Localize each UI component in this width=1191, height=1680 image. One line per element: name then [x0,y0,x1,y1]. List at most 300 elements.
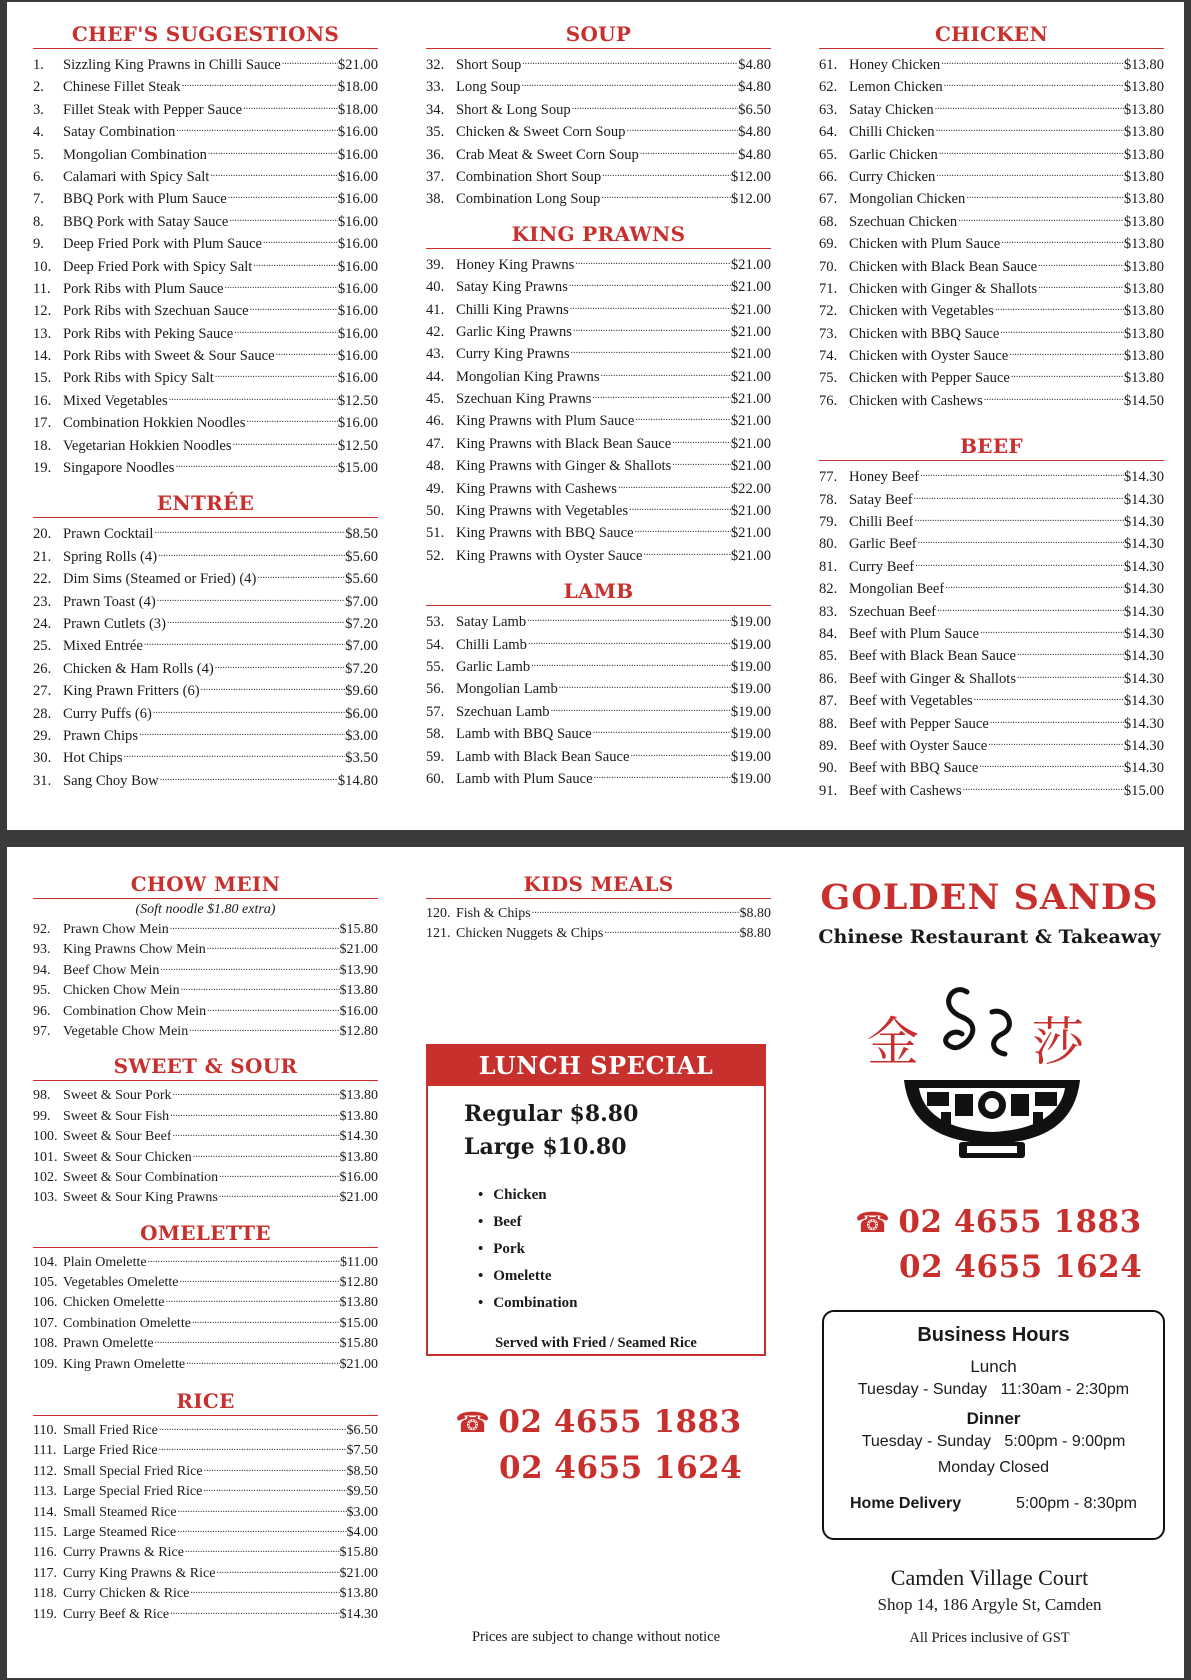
item-name: Combination Chow Mein [63,1003,207,1019]
item-price: $12.80 [339,1275,378,1291]
item-number: 21. [33,548,52,565]
dinner-time: 5:00pm - 9:00pm [1004,1433,1126,1450]
menu-item [819,735,1164,757]
menu-item [33,613,378,635]
item-price: $6.50 [738,101,771,118]
menu-item [33,233,378,255]
leader-dots [593,768,731,790]
leader-dots [671,433,731,455]
lunch-option: • Combination [478,1290,764,1317]
item-name: Szechuan Beef [849,603,937,620]
column-left-bottom [33,872,378,1637]
item-number: 90. [819,760,838,777]
leader-dots [184,1543,340,1563]
menu-item [426,723,771,745]
menu-item [33,345,378,367]
item-number: 20. [33,526,52,543]
column-right-top [819,22,1164,814]
section-title: CHEF'S SUGGESTIONS [33,22,378,49]
item-name: Prawn Omelette [63,1336,154,1352]
item-price: $13.80 [339,1295,378,1311]
item-name: Sang Choy Bow [63,772,159,789]
item-name: Beef with Plum Sauce [849,625,980,642]
item-name: King Prawns with Oyster Sauce [456,547,643,564]
dinner-hours-label: Dinner [966,1409,1021,1428]
leader-dots [639,144,738,166]
menu-item [33,1462,378,1482]
leader-dots [156,591,345,613]
item-price: $8.50 [345,526,378,543]
section-soup [426,22,771,211]
item-number: 28. [33,705,52,722]
lunch-option: • Chicken [478,1182,764,1209]
item-name: Combination Hokkien Noodles [63,415,246,432]
item-price: $14.30 [1123,581,1164,598]
item-number: 16. [33,392,52,409]
item-number: 84. [819,625,838,642]
item-name: Beef with Vegetables [849,693,973,710]
chinese-char-right: 莎 [1032,1013,1085,1073]
leader-dots [168,390,338,412]
leader-dots [934,99,1124,121]
item-name: Plain Omelette [63,1254,147,1270]
address-line-2: Shop 14, 186 Argyle St, Camden [877,1595,1102,1614]
leader-dots [917,533,1124,555]
menu-item [819,323,1164,345]
section-title: ENTRÉE [33,491,378,518]
menu-item [33,1188,378,1208]
item-name: Beef with BBQ Sauce [849,760,979,777]
item-price: $14.30 [339,1606,378,1622]
leader-dots [214,658,345,680]
item-number: 75. [819,370,838,387]
leader-dots [218,1188,340,1208]
item-number: 65. [819,146,838,163]
item-number: 69. [819,236,838,253]
phone-number-2-middle[interactable] [499,1450,742,1486]
item-price: $9.60 [345,683,378,700]
menu-item [426,99,771,121]
item-name: Mongolian King Prawns [456,368,600,385]
item-price: $14.30 [1123,670,1164,687]
leader-dots [206,1002,339,1022]
menu-item [426,188,771,210]
item-name: King Prawns Chow Mein [63,942,206,958]
menu-item [819,76,1164,98]
item-name: Deep Fried Pork with Plum Sauce [63,236,263,253]
item-price: $13.80 [1123,236,1164,253]
leader-dots [591,388,730,410]
item-price: $21.00 [730,547,771,564]
menu-item [33,99,378,121]
leader-dots [979,623,1124,645]
item-name: Curry King Prawns [456,346,570,363]
leader-dots [262,233,338,255]
leader-dots [962,780,1124,802]
item-name: Beef with Cashews [849,782,962,799]
menu-item [426,924,771,944]
item-name: Crab Meat & Sweet Corn Soup [456,146,639,163]
item-name: Lemon Chicken [849,79,943,96]
item-price: $16.00 [337,191,378,208]
leader-dots [1008,345,1124,367]
item-price: $16.00 [339,1169,378,1185]
leader-dots [558,678,731,700]
menu-item [819,623,1164,645]
item-number: 86. [819,670,838,687]
item-price: $18.00 [337,79,378,96]
item-number: 120. [426,906,451,921]
item-number: 50. [426,503,445,520]
item-name: Chilli Beef [849,514,914,531]
leader-dots [521,54,738,76]
item-number: 94. [33,962,51,978]
leader-dots [233,323,338,345]
item-price: $14.30 [1123,603,1164,620]
section-title: CHICKEN [819,22,1164,49]
item-price: $12.80 [339,1023,378,1039]
item-name: Satay Combination [63,124,176,141]
item-number: 63. [819,101,838,118]
phone-text: 02 4655 1624 [899,1249,1143,1285]
leader-dots [169,1107,339,1127]
menu-item [819,188,1164,210]
leader-dots [245,412,337,434]
leader-dots [209,166,338,188]
leader-dots [228,211,337,233]
item-price: $14.30 [1123,536,1164,553]
item-name: Sweet & Sour Combination [63,1169,219,1185]
item-price: $7.20 [345,615,378,632]
item-name: Curry Puffs (6) [63,705,152,722]
item-price: $21.00 [339,1190,378,1206]
item-number: 55. [426,658,445,675]
item-number: 56. [426,681,445,698]
menu-item [426,634,771,656]
menu-item [33,390,378,412]
item-price: $16.00 [337,325,378,342]
item-name: King Prawns with Ginger & Shallots [456,458,672,475]
menu-item [819,367,1164,389]
item-price: $13.80 [339,1586,378,1602]
item-price: $4.00 [346,1524,378,1540]
menu-item [33,256,378,278]
item-name: Curry Prawns & Rice [63,1545,184,1561]
leader-dots [177,1503,347,1523]
menu-item [426,299,771,321]
item-price: $13.80 [1123,258,1164,275]
item-name: Small Special Fried Rice [63,1463,203,1479]
item-price: $7.50 [346,1443,378,1459]
phone-number-1-right[interactable] [855,1204,1142,1240]
leader-dots [944,578,1124,600]
menu-item [33,1168,378,1188]
item-name: Curry Beef & Rice [63,1606,170,1622]
item-price: $14.30 [1123,469,1164,486]
item-number: 41. [426,301,445,318]
leader-dots [164,1293,339,1313]
item-name: Mongolian Combination [63,146,207,163]
item-price: $15.00 [337,460,378,477]
item-price: $14.50 [1123,392,1164,409]
menu-item [819,511,1164,533]
lunch-special-title: LUNCH SPECIAL [428,1046,764,1086]
menu-item [33,1107,378,1127]
item-price: $19.00 [730,726,771,743]
section-title: LAMB [426,579,771,606]
lunch-days: Tuesday - Sunday [857,1381,988,1398]
item-price: $19.00 [730,748,771,765]
leader-dots [592,723,731,745]
menu-item [819,144,1164,166]
item-number: 112. [33,1463,57,1479]
telephone-icon: ☎ [455,1406,491,1439]
item-number: 109. [33,1356,58,1372]
item-number: 88. [819,715,838,732]
item-name: Curry King Prawns & Rice [63,1565,216,1581]
item-price: $13.80 [1123,101,1164,118]
item-price: $21.00 [730,525,771,542]
menu-item [33,1564,378,1584]
leader-dots [936,601,1124,623]
item-name: Szechuan Chicken [849,213,958,230]
item-name: Satay Beef [849,491,913,508]
menu-item [819,601,1164,623]
lunch-hours-line [824,1381,1163,1399]
gst-note: All Prices inclusive of GST [909,1630,1070,1646]
leader-dots [914,556,1124,578]
item-price: $14.30 [1123,491,1164,508]
leader-dots [191,1314,340,1334]
leader-dots [152,703,345,725]
section-title: RICE [33,1389,378,1416]
item-price: $7.00 [345,593,378,610]
item-number: 43. [426,346,445,363]
item-price: $13.80 [1123,325,1164,342]
item-price: $13.80 [1123,79,1164,96]
item-number: 8. [33,213,44,230]
leader-dots [256,568,345,590]
leader-dots [965,188,1124,210]
menu-item [819,211,1164,233]
item-number: 77. [819,469,838,486]
item-name: Short & Long Soup [456,101,571,118]
item-number: 91. [819,782,838,799]
item-number: 30. [33,750,52,767]
lunch-hours-label: Lunch [970,1357,1017,1376]
menu-page-bottom [7,847,1184,1678]
leader-dots [527,634,731,656]
section-king-prawns [426,222,771,567]
item-number: 27. [33,683,52,700]
restaurant-name: GOLDEN SANDS [820,877,1159,918]
item-number: 60. [426,770,445,787]
menu-item [33,144,378,166]
section-title: SWEET & SOUR [33,1054,378,1081]
leader-dots [166,613,345,635]
leader-dots [989,713,1124,735]
leader-dots [617,478,731,500]
item-name: Pork Ribs with Szechuan Sauce [63,303,249,320]
menu-item [33,412,378,434]
item-number: 82. [819,581,838,598]
section-title: KING PRAWNS [426,222,771,249]
item-price: $6.50 [346,1423,378,1439]
item-name: King Prawn Fritters (6) [63,683,200,700]
item-name: Chicken with Vegetables [849,303,994,320]
leader-dots [206,940,340,960]
menu-item [819,166,1164,188]
item-name: Sweet & Sour King Prawns [63,1190,218,1206]
item-name: Prawn Chips [63,727,138,744]
menu-item [33,523,378,545]
leader-dots [938,144,1124,166]
leader-dots [185,1355,339,1375]
item-name: Curry Chicken [849,168,936,185]
item-name: Large Special Fried Rice [63,1484,203,1500]
leader-dots [550,701,731,723]
item-number: 78. [819,491,838,508]
menu-item [33,1503,378,1523]
item-price: $13.80 [1123,370,1164,387]
item-price: $19.00 [730,658,771,675]
item-price: $12.50 [337,392,378,409]
leader-dots [600,366,731,388]
menu-item [426,54,771,76]
item-price: $4.80 [738,124,771,141]
item-number: 22. [33,571,52,588]
menu-item [426,166,771,188]
item-name: Chicken & Ham Rolls (4) [63,660,214,677]
menu-item [426,611,771,633]
item-number: 5. [33,146,44,163]
menu-item [33,211,378,233]
leader-dots [192,1148,340,1168]
menu-item [426,254,771,276]
leader-dots [935,121,1124,143]
item-number: 85. [819,648,838,665]
leader-dots [1037,278,1124,300]
menu-item [33,1523,378,1543]
item-number: 1. [33,57,44,73]
item-number: 67. [819,191,838,208]
menu-item [426,678,771,700]
item-price: $8.80 [739,906,771,921]
item-number: 18. [33,437,52,454]
section-title: BEEF [819,434,1164,461]
section-beef [819,434,1164,802]
section-rice [33,1389,378,1625]
item-number: 53. [426,614,445,631]
item-name: Deep Fried Pork with Spicy Salt [63,258,253,275]
menu-item [819,645,1164,667]
item-name: Chicken Chow Mein [63,983,180,999]
item-price: $14.30 [1123,715,1164,732]
menu-item [819,690,1164,712]
leader-dots [628,500,731,522]
phone-number-2-right[interactable] [899,1249,1142,1285]
item-number: 9. [33,236,44,253]
menu-item [33,188,378,210]
leader-dots [973,690,1124,712]
item-number: 10. [33,258,52,275]
item-name: Mongolian Lamb [456,681,558,698]
item-number: 72. [819,303,838,320]
item-number: 51. [426,525,445,542]
leader-dots [935,166,1124,188]
menu-item [819,300,1164,322]
item-name: King Prawns with Cashews [456,480,617,497]
item-price: $21.00 [337,57,378,73]
item-price: $14.30 [339,1129,378,1145]
item-price: $5.60 [345,548,378,565]
phone-number-1-middle[interactable] [455,1404,742,1440]
item-price: $15.80 [339,1545,378,1561]
item-number: 113. [33,1484,57,1500]
item-name: Curry Beef [849,558,915,575]
item-name: Sweet & Sour Pork [63,1088,172,1104]
item-number: 95. [33,983,51,999]
menu-item [33,1086,378,1106]
phone-text: 02 4655 1624 [499,1450,743,1486]
item-price: $21.00 [339,1565,378,1581]
item-name: Beef with Pepper Sauce [849,715,989,732]
item-number: 66. [819,168,838,185]
item-name: Vegetarian Hokkien Noodles [63,437,232,454]
item-number: 101. [33,1149,58,1165]
leader-dots [940,54,1124,76]
phone-text: 02 4655 1883 [898,1204,1142,1240]
menu-item [426,545,771,567]
item-number: 119. [33,1606,57,1622]
menu-item [426,433,771,455]
lunch-regular-price: Regular $8.80 [464,1101,639,1127]
leader-dots [999,323,1123,345]
lunch-special-box [426,1044,766,1356]
item-name: Hot Chips [63,750,123,767]
item-name: Vegetables Omelette [63,1275,179,1291]
menu-item [33,323,378,345]
leader-dots [275,345,338,367]
menu-item [426,701,771,723]
leader-dots [642,545,730,567]
item-price: $16.00 [337,168,378,185]
menu-item [33,76,378,98]
item-number: 25. [33,638,52,655]
address-block [812,1565,1167,1615]
item-name: Chicken Nuggets & Chips [456,926,604,942]
leader-dots [218,1168,339,1188]
item-name: Mongolian Chicken [849,191,966,208]
item-name: BBQ Pork with Plum Sauce [63,191,227,208]
menu-item [33,658,378,680]
leader-dots [147,1253,340,1273]
item-price: $7.20 [345,660,378,677]
lunch-options-list [478,1182,764,1317]
leader-dots [983,390,1124,412]
leader-dots [530,656,731,678]
item-number: 70. [819,258,838,275]
item-price: $16.00 [337,303,378,320]
item-number: 81. [819,558,838,575]
item-price: $7.00 [345,638,378,655]
menu-item [33,591,378,613]
item-number: 59. [426,748,445,765]
leader-dots [214,367,338,389]
item-number: 6. [33,168,44,185]
leader-dots [169,920,340,940]
item-name: Garlic King Prawns [456,323,572,340]
